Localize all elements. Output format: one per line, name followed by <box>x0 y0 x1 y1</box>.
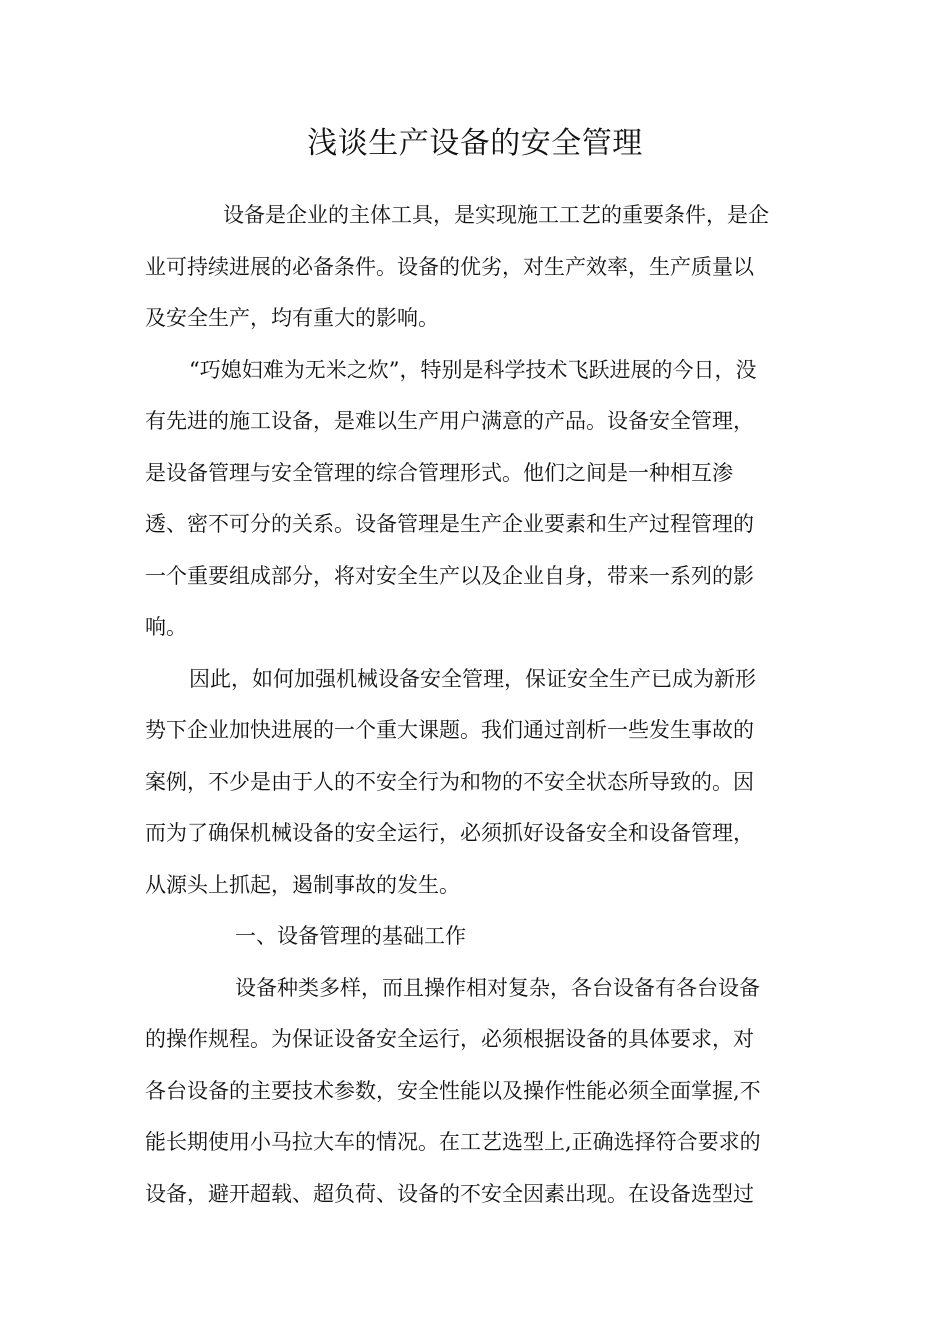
paragraph-2-line: 有先进的施工设备，是难以生产用户满意的产品。设备安全管理， <box>145 409 754 433</box>
paragraph-1-line: 业可持续进展的必备条件。设备的优劣，对生产效率，生产质量以 <box>145 254 754 279</box>
section-heading: 一、设备管理的基础工作 <box>235 924 466 948</box>
paragraph-3-line: 案例，不少是由于人的不安全行为和物的不安全状态所导致的。因 <box>145 769 754 794</box>
paragraph-4-line: 设备，避开超载、超负荷、设备的不安全因素出现。在设备选型过 <box>145 1181 754 1206</box>
paragraph-4-line: 的操作规程。为保证设备安全运行，必须根据设备的具体要求，对 <box>145 1027 754 1051</box>
paragraph-2-line: 一个重要组成部分，将对安全生产以及企业自身，带来一系列的影 <box>145 563 754 588</box>
document-body <box>145 190 805 1220</box>
paragraph-3-line: 从源头上抓起，遏制事故的发生。 <box>145 872 460 897</box>
paragraph-2-line: “巧媳妇难为无米之炊”，特别是科学技术飞跃进展的今日，没 <box>189 357 757 382</box>
paragraph-4-line: 能长期使用小马拉大车的情况。在工艺选型上,正确选择符合要求的 <box>145 1130 761 1154</box>
paragraph-3-line: 因此，如何加强机械设备安全管理，保证安全生产已成为新形 <box>189 666 756 691</box>
paragraph-2-line: 透、密不可分的关系。设备管理是生产企业要素和生产过程管理的 <box>145 512 754 536</box>
paragraph-2-line: 响。 <box>145 615 187 639</box>
paragraph-3-line: 势下企业加快进展的一个重大课题。我们通过剖析一些发生事故的 <box>145 718 754 742</box>
paragraph-4-line: 各台设备的主要技术参数，安全性能以及操作性能必须全面掌握,不 <box>145 1078 761 1103</box>
paragraph-1-line: 及安全生产，均有重大的影响。 <box>145 306 439 330</box>
paragraph-3-line: 而为了确保机械设备的安全运行，必须抓好设备安全和设备管理， <box>145 821 754 845</box>
paragraph-1-line: 设备是企业的主体工具，是实现施工工艺的重要条件，是企 <box>223 203 769 227</box>
paragraph-4-line: 设备种类多样，而且操作相对复杂，各台设备有各台设备 <box>235 975 760 1000</box>
document-title: 浅谈生产设备的安全管理 <box>307 126 643 161</box>
paragraph-2-line: 是设备管理与安全管理的综合管理形式。他们之间是一种相互渗 <box>145 460 733 485</box>
